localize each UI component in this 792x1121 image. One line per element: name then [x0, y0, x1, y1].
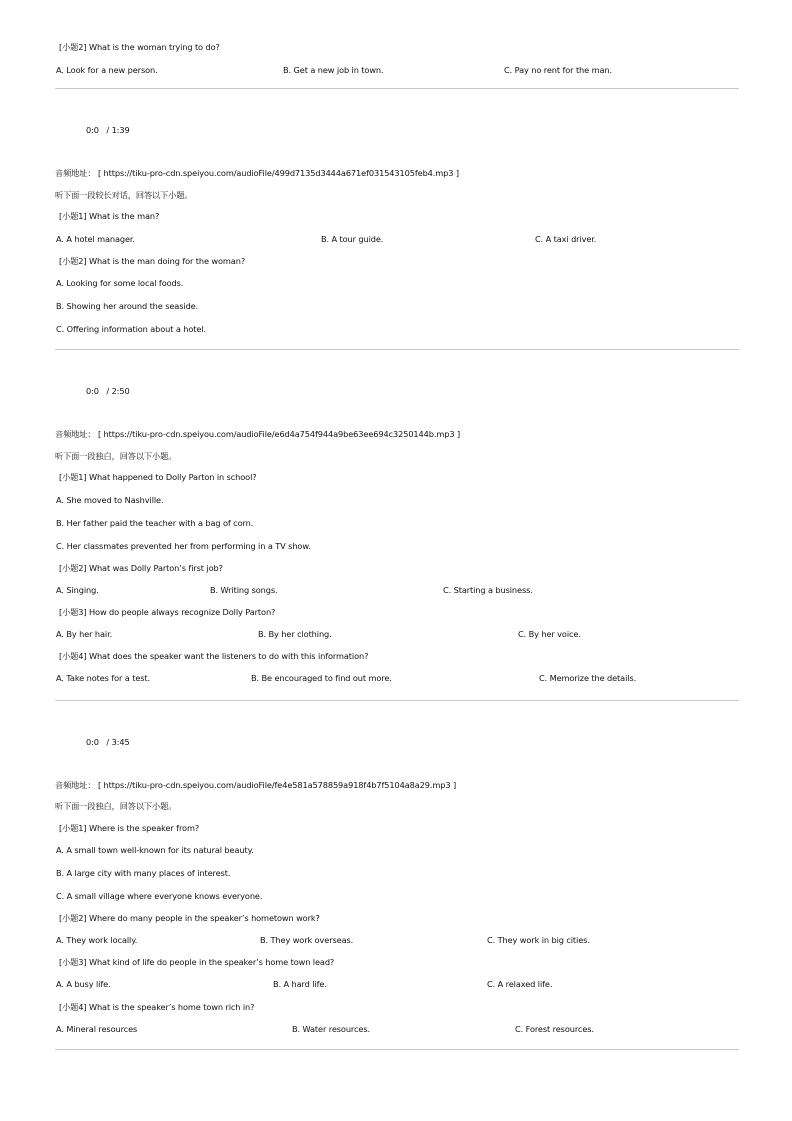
audio-url[interactable]: 音频地址： [ https://tiku-pro-cdn.speiyou.com/audioFile/e6d4a754f944a9be63ee694c3250144b.mp3 ] — [55, 429, 461, 439]
option-a[interactable]: A. Look for a new person. — [56, 65, 158, 75]
section-divider — [55, 1049, 739, 1050]
question-label: [小题4] What is the speaker’s home town rich in? — [59, 1002, 255, 1012]
option-a[interactable]: A. They work locally. — [56, 935, 138, 945]
option-a[interactable]: A. Take notes for a test. — [56, 673, 151, 683]
question-label: [小题3] How do people always recognize Dolly Parton? — [59, 607, 276, 617]
section-divider — [55, 700, 739, 701]
option-a[interactable]: A. By her hair. — [56, 629, 113, 639]
audio-current-time: 0:0 — [86, 737, 99, 747]
option-a[interactable]: A. Looking for some local foods. — [56, 278, 184, 288]
audio-player[interactable] — [86, 386, 130, 396]
question-label: [小题2] What is the man doing for the woman? — [59, 256, 246, 266]
audio-player[interactable] — [86, 737, 130, 747]
question-label: [小题3] What kind of life do people in the speaker’s home town lead? — [59, 957, 335, 967]
audio-current-time: 0:0 — [86, 386, 99, 396]
option-c[interactable]: C. They work in big cities. — [487, 935, 590, 945]
option-c[interactable]: C. Her classmates prevented her from performing in a TV show. — [56, 541, 311, 551]
option-b[interactable]: B. Showing her around the seaside. — [56, 301, 199, 311]
audio-url[interactable]: 音频地址： [ https://tiku-pro-cdn.speiyou.com/audioFile/fe4e581a578859a918f4b7f5104a8a29.mp3 ] — [55, 780, 457, 790]
option-c[interactable]: C. Offering information about a hotel. — [56, 324, 207, 334]
option-c[interactable]: C. A taxi driver. — [535, 234, 597, 244]
option-a[interactable]: A. Singing. — [56, 585, 99, 595]
question-label: [小题1] What happened to Dolly Parton in school? — [59, 472, 257, 482]
option-c[interactable]: C. Memorize the details. — [539, 673, 637, 683]
section-divider — [55, 349, 739, 350]
audio-duration: / 1:39 — [106, 125, 130, 135]
question-label: [小题1] Where is the speaker from? — [59, 823, 200, 833]
option-b[interactable]: B. By her clothing. — [258, 629, 332, 639]
option-c[interactable]: C. Forest resources. — [515, 1024, 594, 1034]
option-c[interactable]: C. Pay no rent for the man. — [504, 65, 612, 75]
option-b[interactable]: B. They work overseas. — [260, 935, 354, 945]
option-a[interactable]: A. A small town well-known for its natural beauty. — [56, 845, 254, 855]
option-b[interactable]: B. Water resources. — [292, 1024, 371, 1034]
audio-duration: / 2:50 — [106, 386, 130, 396]
section-divider — [55, 88, 739, 89]
question-label: [小题4] What does the speaker want the listeners to do with this information? — [59, 651, 369, 661]
question-label: [小题2] Where do many people in the speaker’s hometown work? — [59, 913, 320, 923]
option-a[interactable]: A. She moved to Nashville. — [56, 495, 164, 505]
option-a[interactable]: A. A busy life. — [56, 979, 111, 989]
question-label: [小题2] What was Dolly Parton’s first job? — [59, 563, 223, 573]
option-c[interactable]: C. By her voice. — [518, 629, 581, 639]
option-a[interactable]: A. A hotel manager. — [56, 234, 135, 244]
option-c[interactable]: C. A small village where everyone knows everyone. — [56, 891, 263, 901]
option-b[interactable]: B. Her father paid the teacher with a bag of corn. — [56, 518, 254, 528]
option-b[interactable]: B. A large city with many places of interest. — [56, 868, 231, 878]
option-b[interactable]: B. Be encouraged to find out more. — [251, 673, 392, 683]
audio-url[interactable]: 音频地址： [ https://tiku-pro-cdn.speiyou.com/audioFile/499d7135d3444a671ef031543105feb4.mp3 ] — [55, 168, 459, 178]
audio-player[interactable] — [86, 125, 130, 135]
section-intro: 听下面一段独白，回答以下小题。 — [55, 451, 177, 461]
option-c[interactable]: C. Starting a business. — [443, 585, 533, 595]
option-b[interactable]: B. Writing songs. — [210, 585, 278, 595]
option-b[interactable]: B. A hard life. — [273, 979, 327, 989]
audio-duration: / 3:45 — [106, 737, 130, 747]
option-c[interactable]: C. A relaxed life. — [487, 979, 553, 989]
option-b[interactable]: B. A tour guide. — [321, 234, 384, 244]
question-label: [小题1] What is the man? — [59, 211, 160, 221]
option-a[interactable]: A. Mineral resources — [56, 1024, 138, 1034]
audio-current-time: 0:0 — [86, 125, 99, 135]
section-intro: 听下面一段较长对话，回答以下小题。 — [55, 190, 193, 200]
question-label: [小题2] What is the woman trying to do? — [59, 42, 220, 52]
option-b[interactable]: B. Get a new job in town. — [283, 65, 384, 75]
section-intro: 听下面一段独白，回答以下小题。 — [55, 801, 177, 811]
